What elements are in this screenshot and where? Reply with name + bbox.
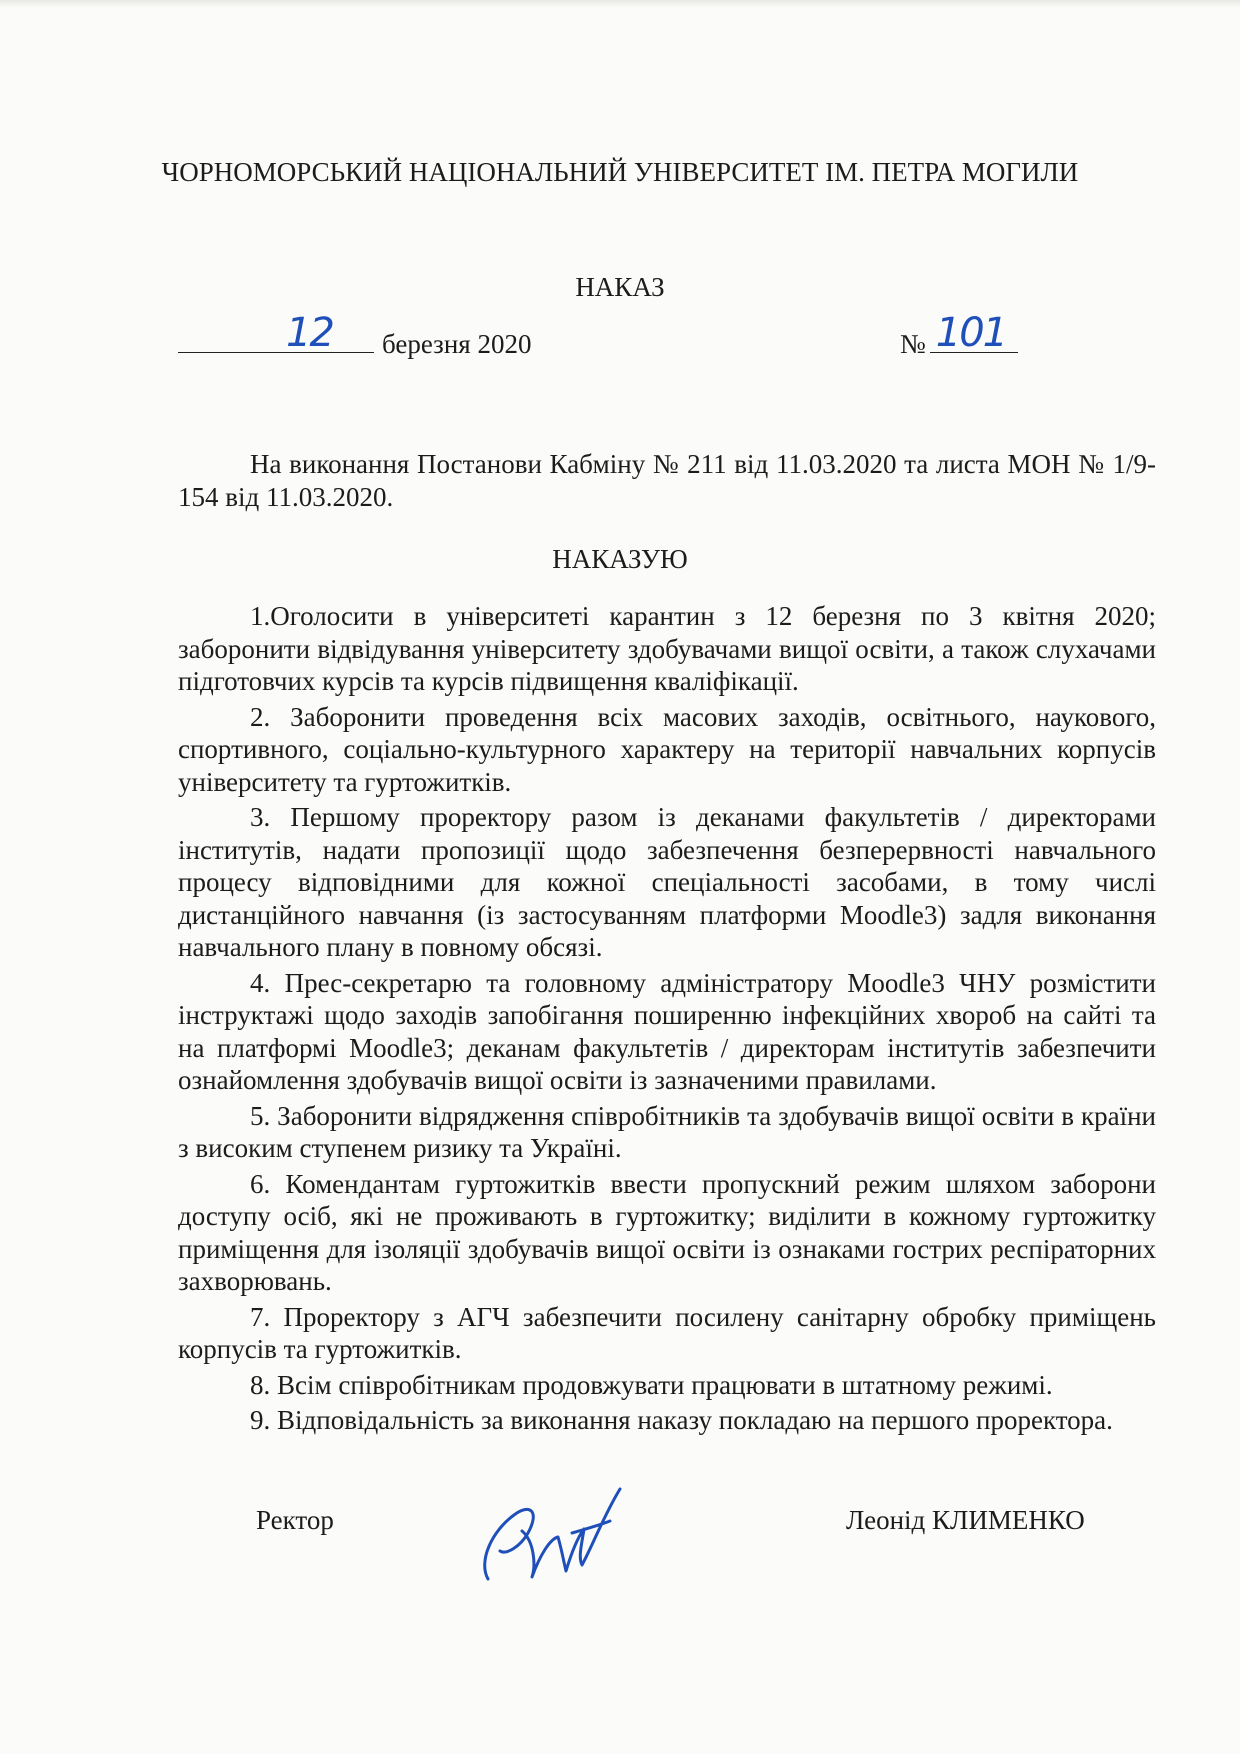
- date-day-field: [178, 310, 374, 356]
- signer-position: Ректор: [256, 1505, 334, 1535]
- signature-block: [0, 1505, 1240, 1595]
- order-item-8: 8. Всім співробітникам продовжувати працювати в штатному режимі.: [250, 1369, 1053, 1400]
- date-month-year: березня 2020: [382, 329, 532, 359]
- order-item-9: 9. Відповідальність за виконання наказу покладаю на першого проректора.: [250, 1405, 1113, 1435]
- order-item-7: 7. Проректору з АГЧ забезпечити посилену санітарну обробку приміщень корпусів та гуртожитків.: [178, 1301, 1156, 1364]
- order-word-heading: НАКАЗУЮ: [552, 544, 688, 574]
- order-number-field: [930, 310, 1018, 356]
- order-item-4: 4. Прес-секретарю та головному адміністратору Moodle3 ЧНУ розмістити інструктажі щодо заходів запобігання поширенню інфекційних хвороб на сайті та на платформі Moodle3; деканам факультетів / директорам інститутів забезпечити ознайомлення здобувачів вищої освіти із зазначеними правилами.: [178, 967, 1156, 1095]
- order-item-1: 1.Оголосити в університеті карантин з 12 березня по 3 квітня 2020; заборонити відвідування університету здобувачами вищої освіти, а також слухачами підготовчих курсів та курсів підвищення кваліфікації.: [178, 601, 1156, 696]
- number-label: №: [900, 329, 926, 359]
- order-item-6: 6. Комендантам гуртожитків ввести пропускний режим шляхом заборони доступу осіб, які не проживають в гуртожитку; виділити в кожному гуртожитку приміщення для ізоляції здобувачів вищої освіти із ознаками гострих респіраторних захворювань.: [178, 1168, 1156, 1296]
- handwritten-signature-icon: [470, 1481, 640, 1591]
- order-items-list: [178, 600, 1156, 1440]
- date-line: [178, 310, 532, 360]
- order-item-2: 2. Заборонити проведення всіх масових заходів, освітнього, наукового, спортивного, соціально-культурного характеру на території навчальних корпусів університету та гуртожитків.: [178, 701, 1156, 797]
- scan-edge: [0, 0, 1240, 8]
- institution-header: ЧОРНОМОРСЬКИЙ НАЦІОНАЛЬНИЙ УНІВЕРСИТЕТ ІМ. ПЕТРА МОГИЛИ: [161, 157, 1079, 187]
- handwritten-number: 101: [935, 310, 1007, 356]
- order-number-line: [900, 310, 1018, 360]
- document-type-title: НАКАЗ: [575, 272, 665, 302]
- signer-name: Леонід КЛИМЕНКО: [846, 1505, 1085, 1535]
- order-item-5: 5. Заборонити відрядження співробітників та здобувачів вищої освіти в країни з високим ступенем ризику та Україні.: [178, 1100, 1156, 1163]
- intro-paragraph: На виконання Постанови Кабміну № 211 від 11.03.2020 та листа МОН № 1/9-154 від 11.03.2020.: [178, 449, 1156, 512]
- handwritten-day: 12: [286, 310, 333, 356]
- order-item-3: 3. Першому проректору разом із деканами факультетів / директорами інститутів, надати пропозиції щодо забезпечення безперервності навчального процесу відповідними для кожної спеціальності засобами, в тому числі дистанційного навчання (із застосуванням платформи Moodle3) задля виконання навчального плану в повному обсязі.: [178, 802, 1156, 962]
